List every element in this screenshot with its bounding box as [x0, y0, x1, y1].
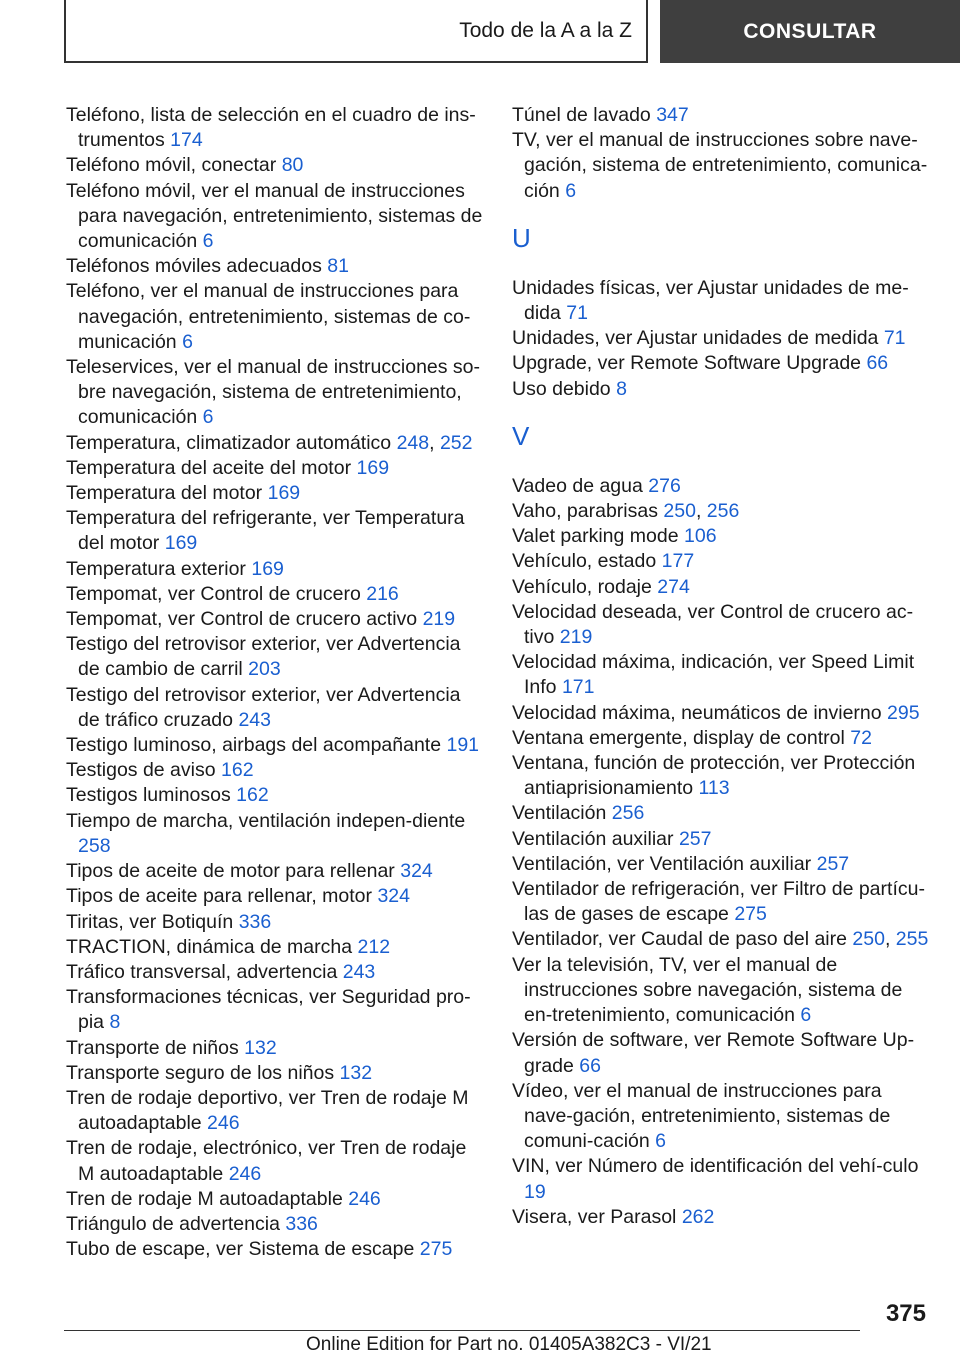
- index-entry-text: Teléfono, lista de selección en el cuadro de ins-trumentos: [66, 104, 476, 152]
- page-reference-link[interactable]: 71: [883, 327, 906, 350]
- page-reference-link[interactable]: 174: [170, 129, 203, 152]
- index-entry-text: Testigo del retrovisor exterior, ver Advertencia de cambio de carril: [66, 633, 461, 681]
- index-entry-text: Temperatura, climatizador automático: [66, 431, 392, 454]
- index-entry: [512, 575, 932, 600]
- page-reference-link[interactable]: 66: [579, 1054, 601, 1077]
- index-entry: [66, 279, 486, 355]
- index-entry: [512, 549, 932, 574]
- index-entry-text: Tempomat, ver Control de crucero activo: [66, 608, 418, 631]
- index-entry: [512, 801, 932, 826]
- page-reference-link[interactable]: 8: [109, 1011, 121, 1034]
- index-entry: [512, 701, 932, 726]
- index-entry-text: Teléfonos móviles adecuados: [66, 255, 322, 278]
- index-entry: Temperatura, climatizador automático 248, 252: [66, 431, 473, 454]
- page-reference-link[interactable]: 274: [657, 575, 690, 598]
- footer-divider: [64, 1330, 860, 1331]
- index-entry-text: Teleservices, ver el manual de instrucciones so-bre navegación, sistema de entretenimiento, comunicación: [66, 356, 481, 429]
- index-entry: [512, 1028, 932, 1078]
- index-entry-text: Ventana, función de protección, ver Protección antiaprisionamiento: [512, 752, 916, 800]
- page-reference-link[interactable]: 177: [661, 550, 695, 573]
- page-reference-link[interactable]: 275: [419, 1238, 453, 1261]
- index-entry-text: Tipos de aceite de motor para rellenar: [66, 860, 395, 883]
- index-entry-text: Tiempo de marcha, ventilación indepen-diente: [66, 809, 466, 832]
- page-reference-link[interactable]: 246: [228, 1162, 262, 1185]
- page-reference-link[interactable]: 19: [524, 1180, 546, 1203]
- page-reference-link[interactable]: 275: [734, 903, 767, 926]
- index-entry: [66, 1136, 486, 1186]
- index-entry-text: Tren de rodaje M autoadaptable: [66, 1187, 343, 1210]
- index-entry: [512, 650, 932, 700]
- index-entry: [66, 935, 486, 960]
- page-reference-link[interactable]: 257: [816, 852, 850, 875]
- page-reference-link[interactable]: 191: [446, 734, 480, 757]
- index-entry-text: Valet parking mode: [512, 525, 679, 548]
- index-entry: [66, 557, 486, 582]
- index-letter-heading: V: [512, 420, 530, 451]
- page-reference-link[interactable]: 256: [706, 500, 740, 523]
- index-entry-text: Velocidad máxima, neumáticos de invierno: [512, 701, 882, 724]
- index-entry: [66, 884, 486, 909]
- index-entry: Vaho, parabrisas 250, 256: [512, 500, 740, 523]
- page-reference-link[interactable]: 324: [400, 860, 433, 883]
- index-entry: [66, 1086, 486, 1136]
- index-entry: [512, 128, 932, 204]
- index-entry-text: Ventilación auxiliar: [512, 827, 674, 850]
- index-entry-text: Temperatura del aceite del motor: [66, 456, 352, 479]
- page-reference-link[interactable]: 6: [565, 179, 577, 202]
- page-reference-link[interactable]: 80: [281, 154, 304, 177]
- index-entry-text: Testigo luminoso, airbags del acompañante: [66, 734, 442, 757]
- index-entry-text: Upgrade, ver Remote Software Upgrade: [512, 352, 862, 375]
- index-entry: [66, 456, 486, 481]
- page-reference-link[interactable]: 252: [439, 431, 473, 454]
- index-entry: [66, 355, 486, 431]
- index-entry-text: TRACTION, dinámica de marcha: [66, 935, 353, 958]
- page-reference-link[interactable]: 71: [566, 302, 588, 325]
- page-reference-link[interactable]: 219: [559, 626, 593, 649]
- header-active-label: CONSULTAR: [743, 19, 877, 43]
- index-entry: [512, 751, 932, 801]
- index-entry: [66, 582, 486, 607]
- page-reference-link[interactable]: 347: [656, 104, 689, 126]
- index-entry: [66, 758, 486, 783]
- page-reference-link[interactable]: 276: [648, 474, 681, 497]
- index-entry-text: Túnel de lavado: [512, 104, 651, 126]
- index-entry: [512, 103, 932, 128]
- index-entry-text: Teléfono, ver el manual de instrucciones para navegación, entretenimiento, sistemas de co-municación: [66, 280, 471, 353]
- index-entry-text: Velocidad máxima, indicación, ver Speed Limit Info: [512, 651, 915, 699]
- index-entry: [512, 827, 932, 852]
- index-entry-text: Transporte de niños: [66, 1036, 239, 1059]
- index-entry-text: Vehículo, estado: [512, 550, 657, 573]
- page-reference-link[interactable]: 212: [357, 935, 391, 958]
- index-entry-text: Temperatura del motor: [66, 482, 263, 505]
- index-entry-text: Tren de rodaje deportivo, ver Tren de rodaje M autoadaptable: [66, 1086, 469, 1135]
- index-entry-text: Teléfono móvil, ver el manual de instrucciones para navegación, entretenimiento, sistemas de comunicación: [66, 179, 483, 253]
- page-reference-link[interactable]: 336: [285, 1212, 318, 1235]
- index-entry: [512, 726, 932, 751]
- page-reference-link[interactable]: 250: [663, 500, 696, 523]
- index-entry: [66, 985, 486, 1035]
- index-entry: [66, 103, 486, 153]
- index-entry-text: Ventilación, ver Ventilación auxiliar: [512, 852, 812, 875]
- index-entry-text: Unidades físicas, ver Ajustar unidades de me-dida: [512, 276, 909, 325]
- index-entry-text: VIN, ver Número de identificación del vehí-culo: [512, 1155, 919, 1178]
- index-entry: [66, 1036, 486, 1061]
- page-reference-link[interactable]: 171: [561, 676, 595, 699]
- index-entry: [512, 600, 932, 650]
- index-entry-text: Testigos luminosos: [66, 784, 231, 807]
- index-column-right: [512, 103, 932, 1230]
- index-entry: [66, 506, 486, 556]
- index-entry: Ventilador, ver Caudal de paso del aire 250, 255: [512, 928, 929, 951]
- page-reference-link[interactable]: 162: [236, 784, 269, 807]
- index-entry: [66, 783, 486, 808]
- index-entry-text: Ventilador de refrigeración, ver Filtro de partícu-las de gases de escape: [512, 878, 925, 926]
- page-reference-link[interactable]: 295: [887, 701, 920, 724]
- index-entry-text: TV, ver el manual de instrucciones sobre nave-gación, sistema de entretenimiento, comunica-ción: [512, 129, 928, 202]
- page-reference-link[interactable]: 6: [182, 330, 193, 353]
- index-entry-text: Tipos de aceite para rellenar, motor: [66, 885, 373, 908]
- index-entry: [66, 254, 486, 279]
- index-entry-text: Transformaciones técnicas, ver Seguridad pro-pia: [66, 986, 471, 1034]
- index-entry-text: Transporte seguro de los niños: [66, 1061, 335, 1084]
- index-entry-text: Tubo de escape, ver Sistema de escape: [66, 1238, 415, 1261]
- index-entry-text: Temperatura del refrigerante, ver Temperatura del motor: [66, 507, 465, 555]
- page-reference-link[interactable]: 8: [616, 377, 627, 400]
- footer-edition: Online Edition for Part no. 01405A382C3 - VI/21: [306, 1334, 712, 1355]
- index-entry: [512, 1154, 932, 1204]
- index-entry: [66, 960, 486, 985]
- index-entry-text: Testigos de aviso: [66, 759, 216, 782]
- index-entry: [66, 179, 486, 255]
- index-entry: [66, 153, 486, 178]
- page-reference-link[interactable]: 106: [684, 525, 717, 548]
- index-entry-text: Temperatura exterior: [66, 557, 246, 580]
- page-reference-link[interactable]: 203: [248, 658, 281, 681]
- index-entry: [66, 733, 486, 758]
- index-entry: [512, 326, 932, 351]
- page-reference-link[interactable]: 6: [655, 1130, 667, 1153]
- page-reference-link[interactable]: 246: [348, 1187, 381, 1210]
- page-reference-link[interactable]: 132: [339, 1061, 373, 1084]
- index-entry: [66, 1237, 486, 1262]
- page-reference-link[interactable]: 6: [202, 230, 214, 253]
- index-column-left: [66, 103, 486, 1262]
- index-entry: [512, 524, 932, 549]
- index-entry: [512, 877, 932, 927]
- index-entry-text: Tempomat, ver Control de crucero: [66, 582, 361, 605]
- index-entry-text: Vídeo, ver el manual de instrucciones para nave-gación, entretenimiento, sistemas de comuni-cación: [512, 1079, 891, 1153]
- index-entry-text: Triángulo de advertencia: [66, 1212, 280, 1235]
- page-reference-link[interactable]: 169: [356, 456, 390, 479]
- index-entry: [66, 809, 486, 859]
- page-reference-link[interactable]: 113: [698, 777, 730, 800]
- index-entry-text: Ventana emergente, display de control: [512, 726, 845, 749]
- page-reference-link[interactable]: 324: [377, 885, 410, 908]
- index-entry: [66, 1061, 486, 1086]
- index-entry: [66, 607, 486, 632]
- index-entry-text: Teléfono móvil, conectar: [66, 154, 277, 177]
- index-entry: [512, 377, 932, 402]
- index-entry-text: Ver la televisión, TV, ver el manual de instrucciones sobre navegación, sistema de en-tretenimiento, comunicación: [512, 953, 903, 1027]
- page-reference-link[interactable]: 336: [238, 910, 272, 933]
- page-reference-link[interactable]: 6: [202, 406, 214, 429]
- index-entry: [66, 1212, 486, 1237]
- index-entry: [512, 474, 932, 499]
- page-reference-link[interactable]: 258: [78, 834, 111, 857]
- index-entry: [512, 852, 932, 877]
- page-reference-link[interactable]: 257: [678, 827, 712, 850]
- page-reference-link[interactable]: 246: [207, 1112, 240, 1135]
- page-reference-link[interactable]: 243: [238, 708, 271, 731]
- page-reference-link[interactable]: 256: [611, 802, 645, 825]
- page-reference-link[interactable]: 169: [251, 557, 284, 580]
- index-entry-text: Tráfico transversal, advertencia: [66, 960, 338, 983]
- index-entry-text: Visera, ver Parasol: [512, 1205, 677, 1228]
- index-entry: [512, 1205, 932, 1230]
- page-reference-link[interactable]: 216: [366, 582, 399, 605]
- index-entry-text: Vadeo de agua: [512, 474, 643, 497]
- page-reference-link[interactable]: 262: [681, 1205, 715, 1228]
- page-reference-link[interactable]: 255: [895, 928, 929, 951]
- index-entry-text: Versión de software, ver Remote Software Up-grade: [512, 1029, 915, 1077]
- index-entry-text: Tren de rodaje, electrónico, ver Tren de rodaje M autoadaptable: [66, 1137, 467, 1185]
- index-entry-text: Tiritas, ver Botiquín: [66, 910, 234, 933]
- index-entry-text: Vaho, parabrisas: [512, 500, 658, 523]
- index-entry: [66, 1187, 486, 1212]
- index-letter-heading: U: [512, 222, 531, 253]
- page-reference-link[interactable]: 81: [327, 255, 349, 278]
- page-reference-link[interactable]: 169: [267, 482, 301, 505]
- index-entry-text: Unidades, ver Ajustar unidades de medida: [512, 327, 879, 350]
- index-entry: [66, 632, 486, 682]
- page-reference-link[interactable]: 72: [850, 726, 872, 749]
- index-entry: [66, 683, 486, 733]
- page-reference-link[interactable]: 66: [866, 352, 889, 375]
- index-entry: [66, 859, 486, 884]
- page-reference-link[interactable]: 250: [852, 928, 885, 951]
- index-entry: [512, 276, 932, 326]
- index-entry-text: Ventilador, ver Caudal de paso del aire: [512, 928, 847, 951]
- header-section-label: Todo de la A a la Z: [459, 18, 632, 42]
- index-entry: [512, 953, 932, 1029]
- index-entry: [66, 910, 486, 935]
- page-reference-link[interactable]: 248: [396, 431, 430, 454]
- page-reference-link[interactable]: 162: [221, 759, 254, 782]
- index-entry: [66, 481, 486, 506]
- page-reference-link[interactable]: 6: [800, 1004, 812, 1027]
- index-entry-text: Vehículo, rodaje: [512, 575, 652, 598]
- index-entry-text: Ventilación: [512, 802, 607, 825]
- index-entry-text: Uso debido: [512, 377, 611, 400]
- page-number: 375: [885, 1300, 926, 1327]
- index-entry: [512, 1079, 932, 1155]
- index-entry: [512, 351, 932, 376]
- page-reference-link[interactable]: 132: [244, 1036, 277, 1059]
- page-reference-link[interactable]: 243: [342, 960, 376, 983]
- index-entry-text: Testigo del retrovisor exterior, ver Advertencia de tráfico cruzado: [66, 683, 461, 731]
- page-reference-link[interactable]: 219: [422, 608, 456, 631]
- header-section-tab[interactable]: [64, 0, 648, 63]
- index-entry-text: Velocidad deseada, ver Control de crucero ac-tivo: [512, 600, 914, 649]
- page-reference-link[interactable]: 169: [164, 532, 198, 555]
- header-active-tab[interactable]: [660, 0, 960, 63]
